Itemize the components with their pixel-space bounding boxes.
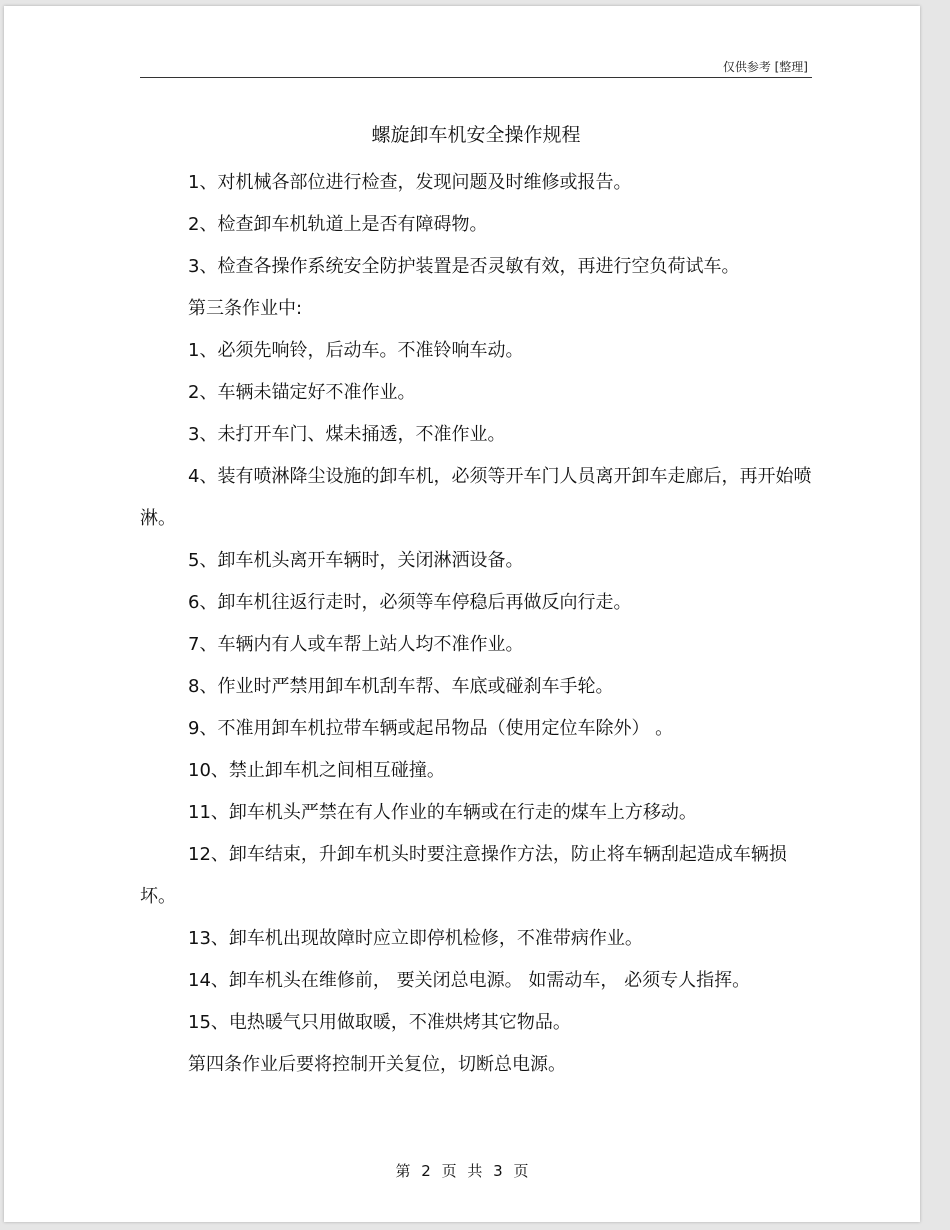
paragraph: 13、卸车机出现故障时应立即停机检修，不准带病作业。 [188,928,643,949]
paragraph: 11、卸车机头严禁在有人作业的车辆或在行走的煤车上方移动。 [188,802,697,823]
document-page [4,6,920,1222]
paragraph: 15、电热暖气只用做取暖，不准烘烤其它物品。 [188,1012,571,1033]
header-note: 仅供参考 [整理] [722,60,808,74]
paragraph: 3、未打开车门、煤未捅透，不准作业。 [188,424,506,445]
paragraph: 3、检查各操作系统安全防护装置是否灵敏有效，再进行空负荷试车。 [188,256,740,277]
paragraph: 14、卸车机头在维修前， 要关闭总电源。 如需动车， 必须专人指挥。 [188,970,751,991]
paragraph: 2、检查卸车机轨道上是否有障碍物。 [188,214,488,235]
paragraph: 1、必须先响铃，后动车。不准铃响车动。 [188,340,524,361]
paragraph: 5、卸车机头离开车辆时，关闭淋洒设备。 [188,550,524,571]
document-body [140,162,812,1086]
paragraph: 第三条作业中: [188,298,303,319]
header-divider [140,77,812,78]
paragraph: 10、禁止卸车机之间相互碰撞。 [188,760,445,781]
paragraph: 7、车辆内有人或车帮上站人均不准作业。 [188,634,524,655]
paragraph: 2、车辆未锚定好不准作业。 [188,382,416,403]
page-number-footer: 第 2 页 共 3 页 [395,1162,529,1180]
paragraph: 12、卸车结束，升卸车机头时要注意操作方法，防止将车辆刮起造成车辆损坏。 [140,844,787,907]
paragraph: 6、卸车机往返行走时，必须等车停稳后再做反向行走。 [188,592,632,613]
paragraph: 1、对机械各部位进行检查，发现问题及时维修或报告。 [188,172,632,193]
paragraph: 9、不准用卸车机拉带车辆或起吊物品（使用定位车除外） 。 [188,718,674,739]
paragraph: 4、装有喷淋降尘设施的卸车机，必须等开车门人员离开卸车走廊后，再开始喷淋。 [140,466,812,529]
document-title: 螺旋卸车机安全操作规程 [371,124,581,146]
paragraph: 8、作业时严禁用卸车机刮车帮、车底或碰刹车手轮。 [188,676,614,697]
paragraph: 第四条作业后要将控制开关复位，切断总电源。 [188,1054,566,1075]
